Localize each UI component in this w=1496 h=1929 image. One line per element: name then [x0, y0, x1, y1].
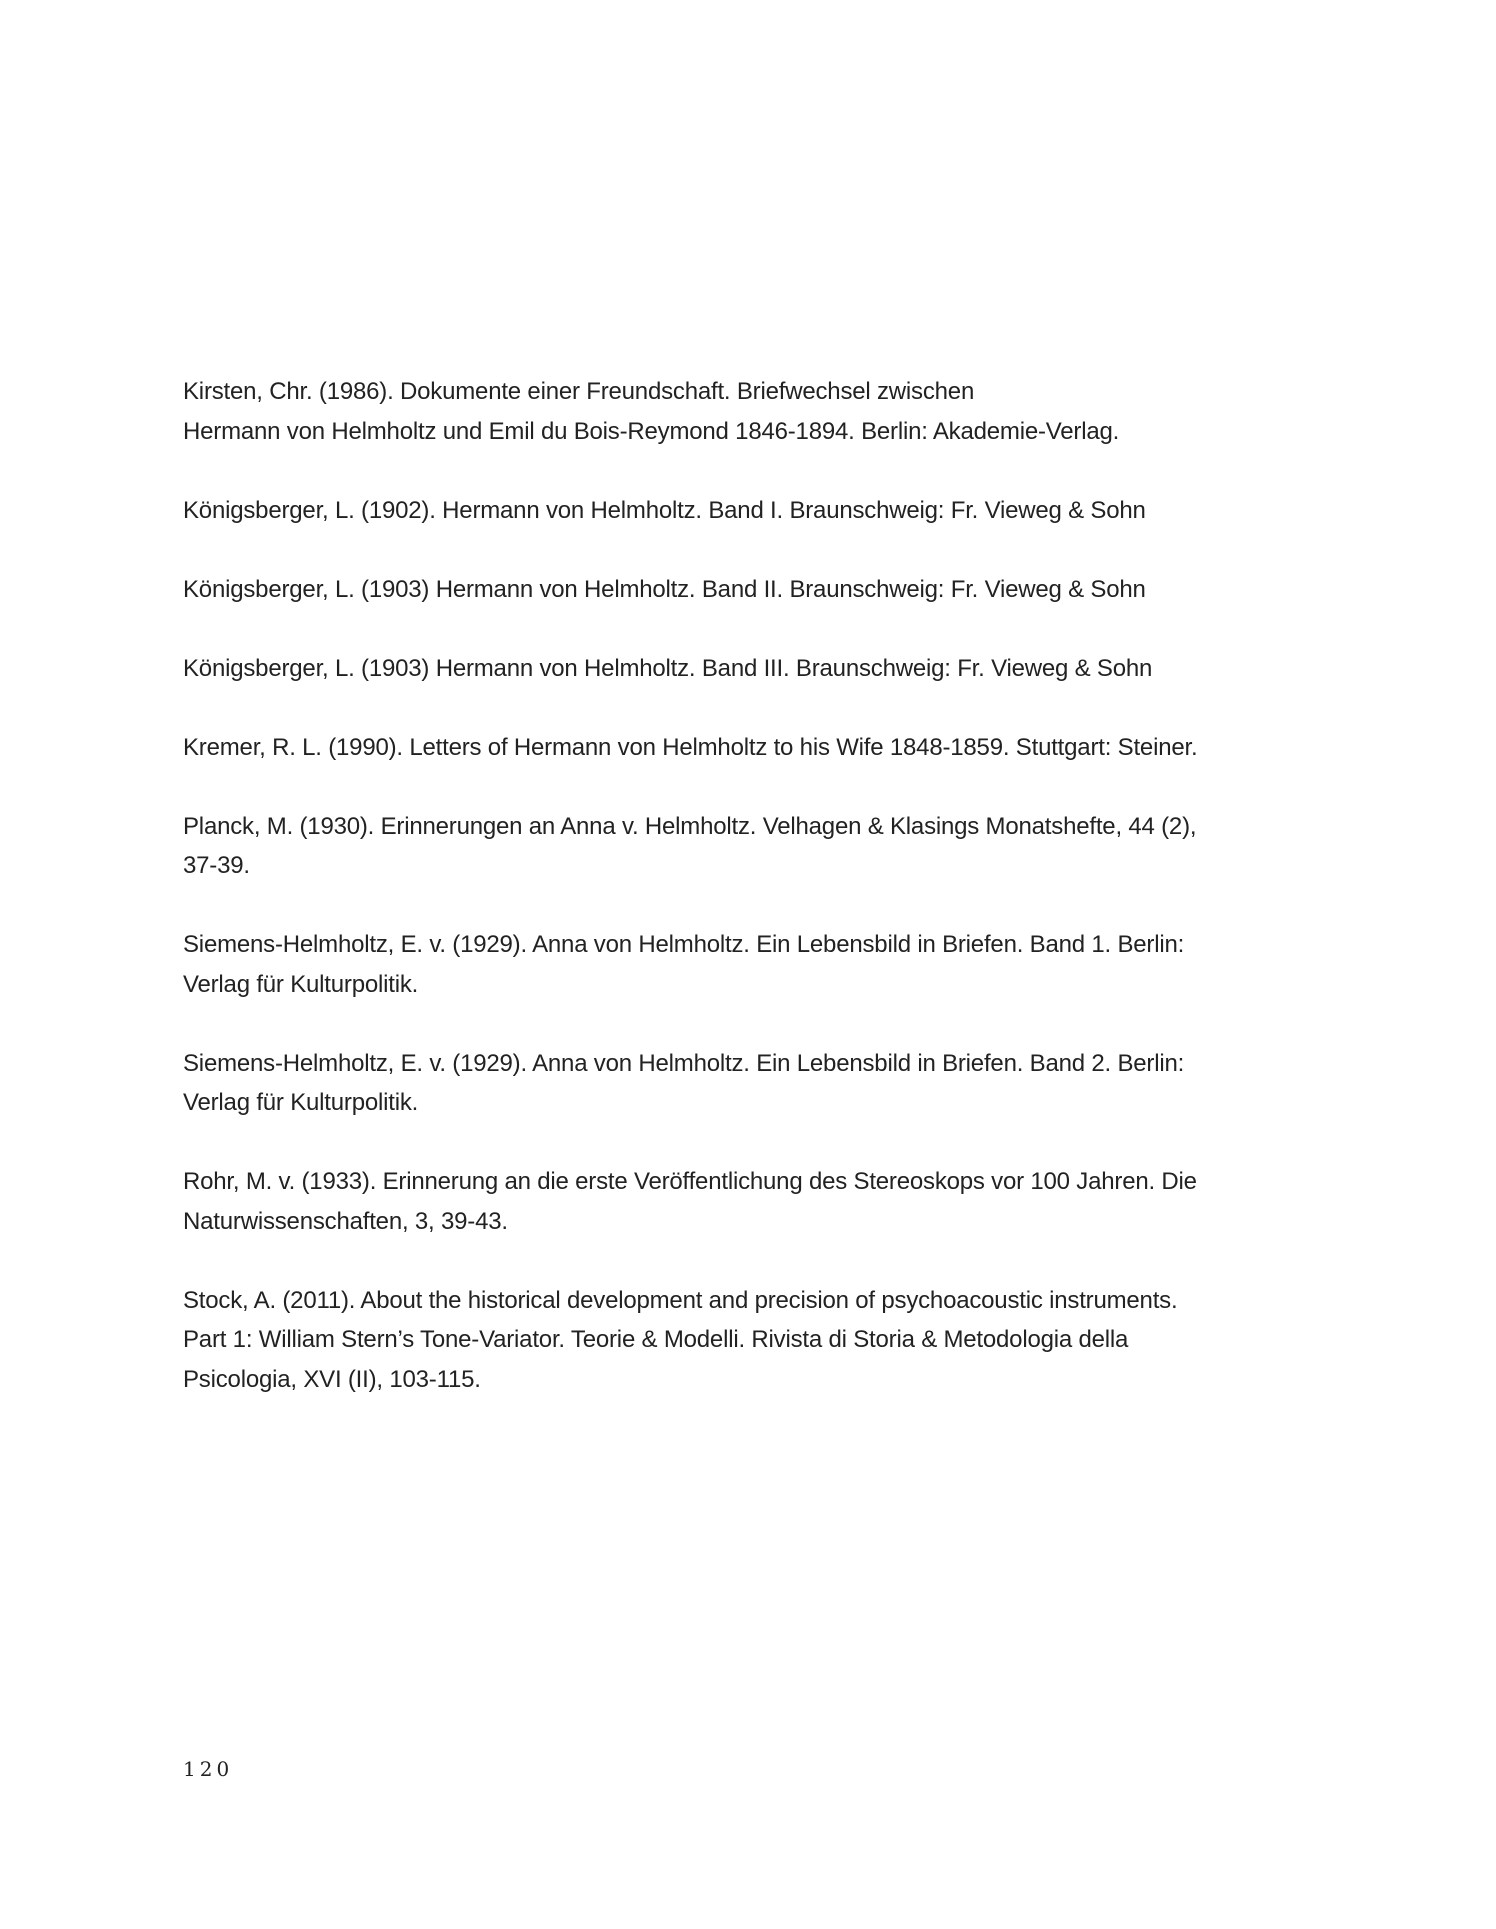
reference-line: Kirsten, Chr. (1986). Dokumente einer Freundschaft. Briefwechsel zwischen [183, 378, 975, 405]
reference-list [183, 372, 1333, 1439]
reference-line: Königsberger, L. (1902). Hermann von Helmholtz. Band I. Braunschweig: Fr. Vieweg & Sohn [183, 496, 1146, 524]
reference-line: Königsberger, L. (1903) Hermann von Helmholtz. Band III. Braunschweig: Fr. Vieweg & Sohn [183, 654, 1153, 682]
reference-line: Siemens-Helmholtz, E. v. (1929). Anna von Helmholtz. Ein Lebensbild in Briefen. Band 1. Berlin: [183, 931, 1185, 958]
reference-line: Königsberger, L. (1903) Hermann von Helmholtz. Band II. Braunschweig: Fr. Vieweg & Sohn [183, 575, 1146, 603]
page-number: 120 [183, 1757, 234, 1781]
reference-line: Siemens-Helmholtz, E. v. (1929). Anna von Helmholtz. Ein Lebensbild in Briefen. Band 2. Berlin: [183, 1049, 1185, 1077]
reference-entry [183, 807, 1333, 886]
reference-entry [183, 728, 1333, 768]
reference-line: Stock, A. (2011). About the historical development and precision of psychoacoustic instruments. [183, 1286, 1178, 1314]
reference-line: Verlag für Kulturpolitik. [183, 970, 419, 998]
reference-line: Verlag für Kulturpolitik. [183, 1089, 419, 1116]
reference-entry [183, 1044, 1333, 1123]
reference-entry [183, 649, 1333, 689]
reference-line: Naturwissenschaften, 3, 39-43. [183, 1207, 508, 1235]
reference-line: Psicologia, XVI (II), 103-115. [183, 1365, 481, 1393]
reference-line: 37-39. [183, 852, 250, 879]
reference-entry [183, 925, 1333, 1004]
reference-entry [183, 570, 1333, 610]
reference-line: Planck, M. (1930). Erinnerungen an Anna v. Helmholtz. Velhagen & Klasings Monatshefte, 44 (2), [183, 812, 1197, 840]
reference-line: Part 1: William Stern’s Tone-Variator. Teorie & Modelli. Rivista di Storia & Metodologia della [183, 1326, 1129, 1353]
reference-entry [183, 491, 1333, 531]
reference-entry [183, 372, 1333, 451]
reference-line: Rohr, M. v. (1933). Erinnerung an die erste Veröffentlichung des Stereoskops vor 100 Jahren. Die [183, 1168, 1197, 1195]
reference-entry [183, 1281, 1333, 1400]
reference-line: Hermann von Helmholtz und Emil du Bois-Reymond 1846-1894. Berlin: Akademie-Verlag. [183, 417, 1120, 445]
reference-entry [183, 1162, 1333, 1241]
reference-line: Kremer, R. L. (1990). Letters of Hermann von Helmholtz to his Wife 1848-1859. Stuttgart: Steiner. [183, 733, 1198, 761]
